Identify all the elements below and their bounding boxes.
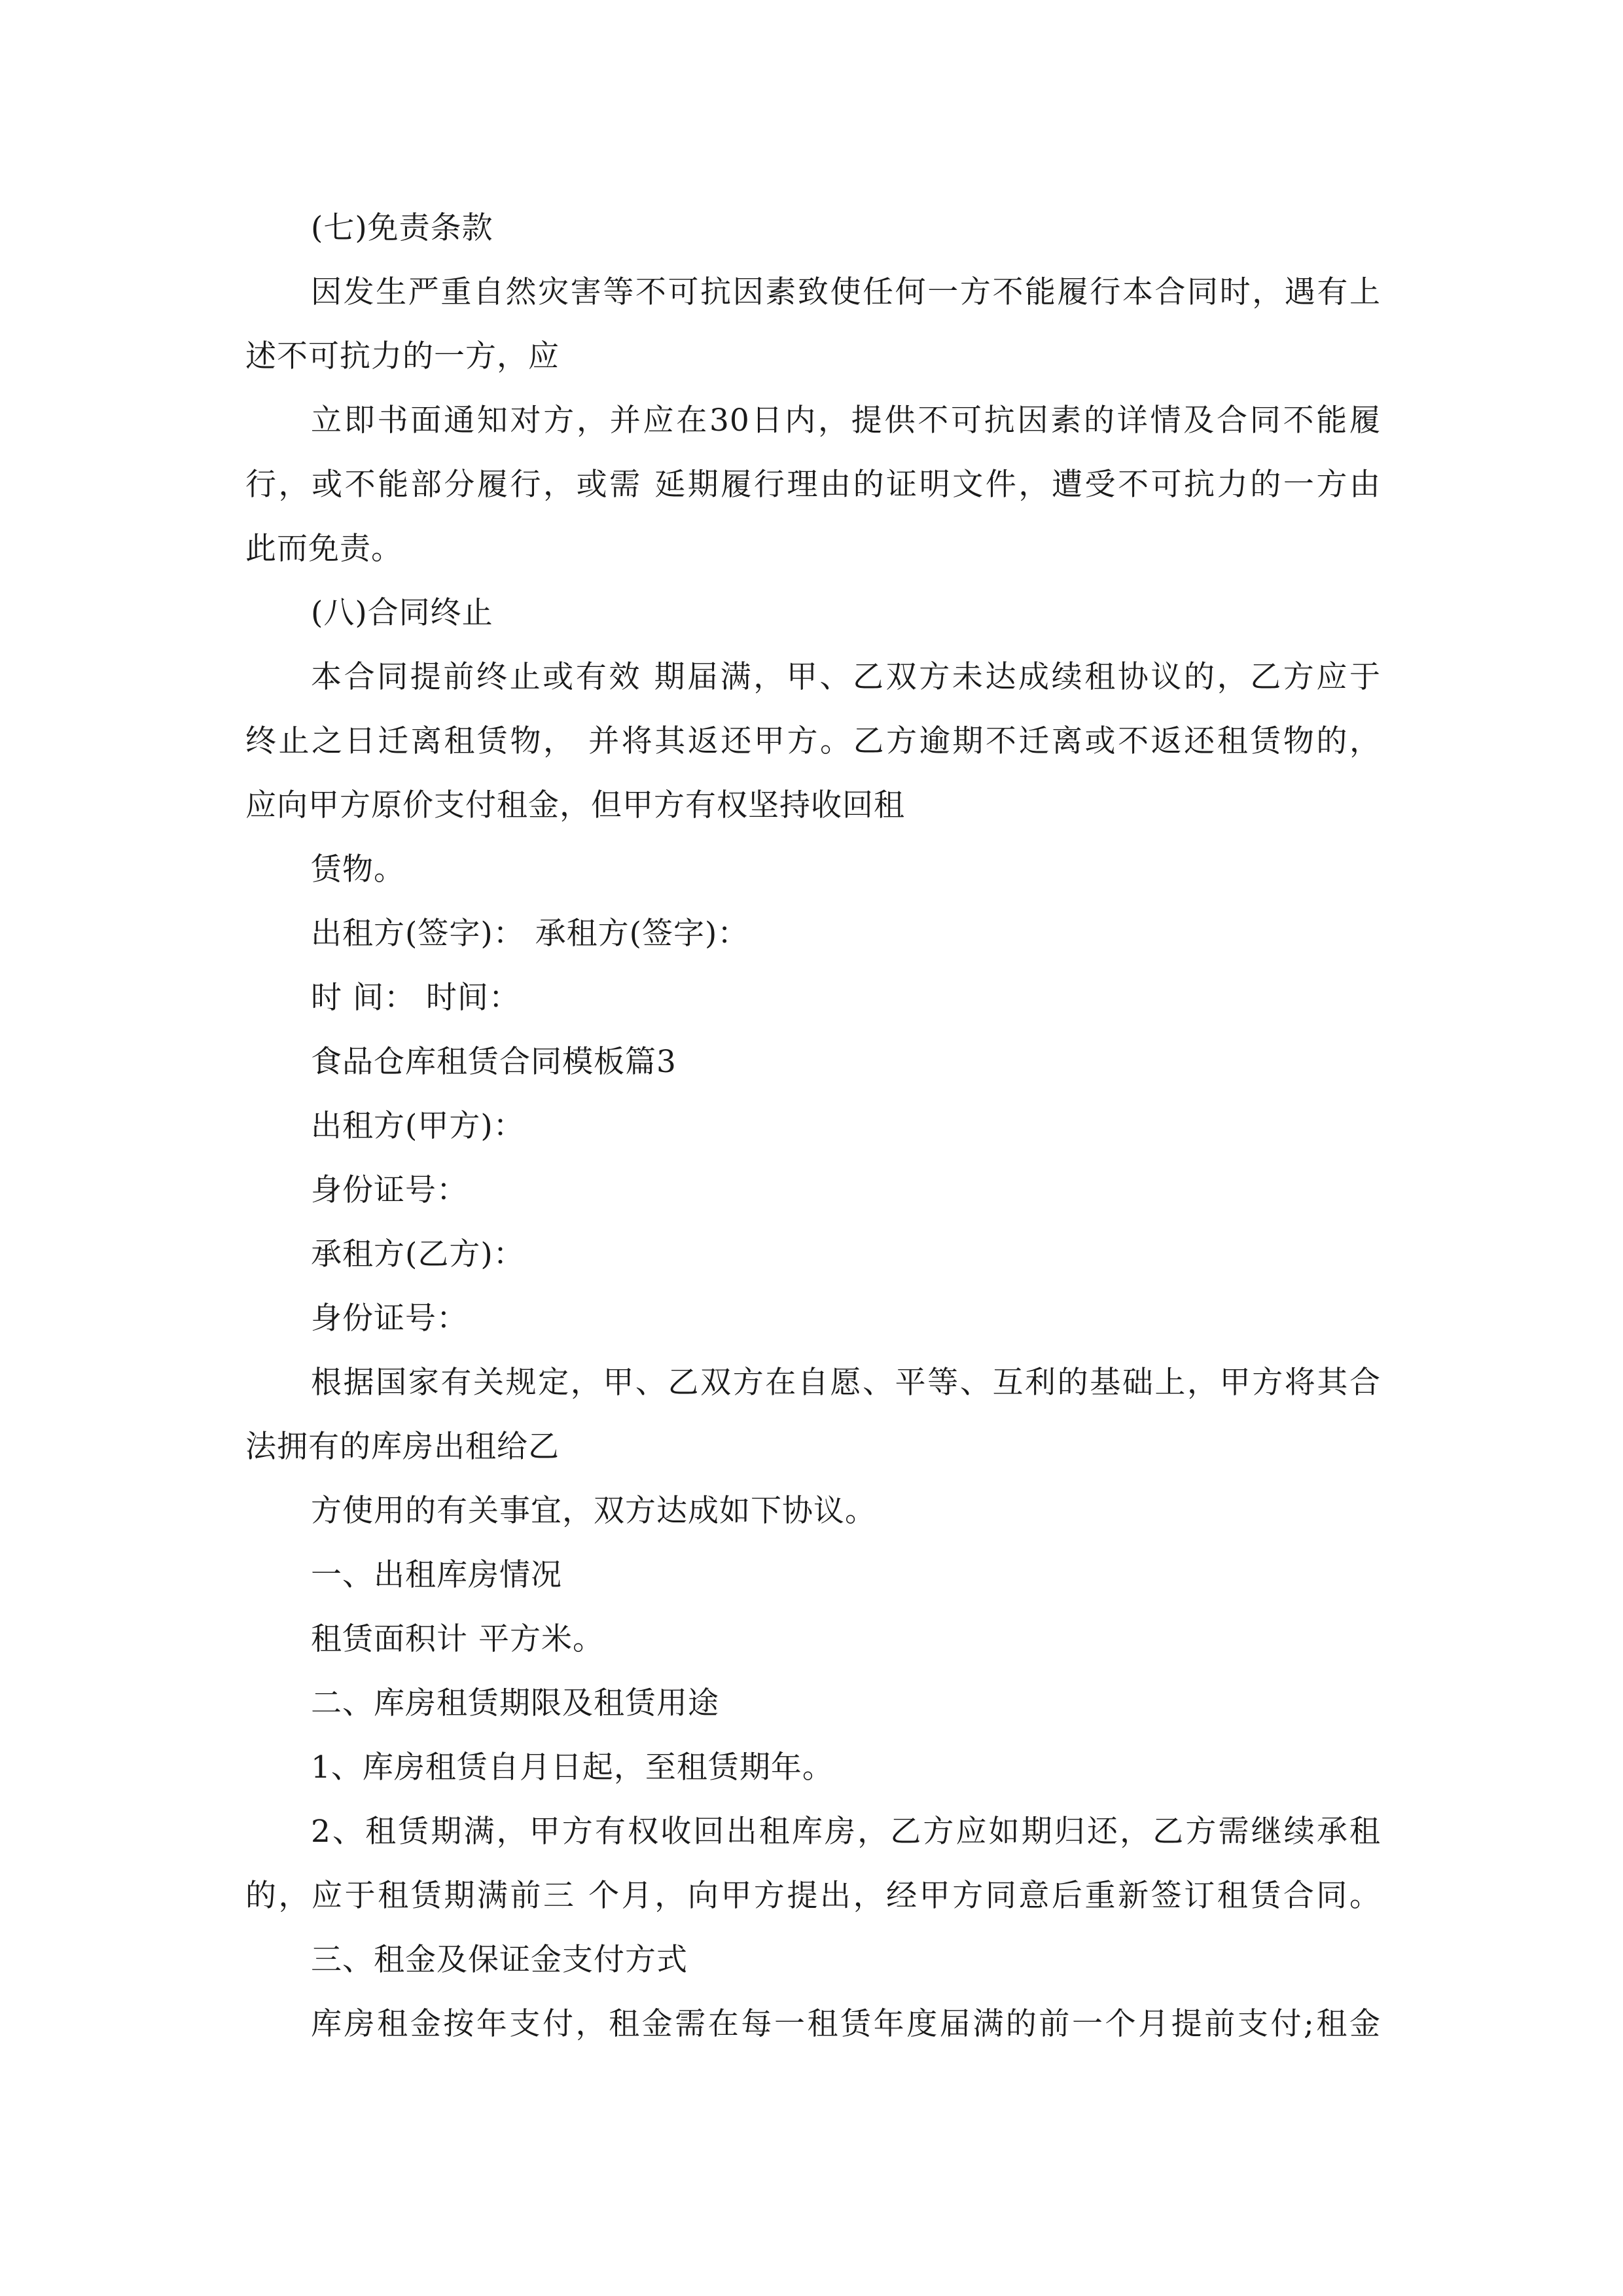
paragraph-line: 法拥有的库房出租给乙 [245, 1429, 560, 1465]
paragraph-line: 2、租赁期满，甲方有权收回出租库房，乙方应如期归还，乙方需继续承租 [311, 1814, 1381, 1850]
paragraph-line: 述不可抗力的一方，应 [245, 338, 560, 374]
document-body [245, 196, 1381, 2056]
section-heading-termination: (八)合同终止 [311, 595, 493, 631]
signature-line: 出租方(签字)： 承租方(签字)： [311, 916, 749, 952]
id-number-line: 身份证号： [311, 1300, 468, 1336]
section-heading-disclaimer: (七)免责条款 [311, 210, 493, 246]
date-line: 时 间： 时间： [311, 980, 520, 1016]
paragraph-line: 根据国家有关规定，甲、乙双方在自愿、平等、互利的基础上，甲方将其合 [311, 1365, 1381, 1401]
lessee-line: 承租方(乙方)： [311, 1236, 525, 1272]
paragraph-line: 赁物。 [311, 852, 405, 888]
paragraph-line: 库房租金按年支付，租金需在每一租赁年度届满的前一个月提前支付;租金 [311, 2006, 1381, 2042]
paragraph-line: 1、库房租赁自月日起，至租赁期年。 [311, 1749, 834, 1785]
paragraph-line: 行，或不能部分履行，或需 延期履行理由的证明文件，遭受不可抗力的一方由 [245, 467, 1381, 503]
section-heading-term: 二、库房租赁期限及租赁用途 [311, 1685, 719, 1721]
lessor-line: 出租方(甲方)： [311, 1108, 525, 1144]
paragraph-line: 立即书面通知对方，并应在30日内，提供不可抗因素的详情及合同不能履 [311, 403, 1381, 439]
contract-title: 食品仓库租赁合同模板篇3 [311, 1044, 677, 1080]
paragraph-line: 此而免责。 [245, 531, 402, 567]
section-heading-warehouse: 一、出租库房情况 [311, 1557, 562, 1593]
id-number-line: 身份证号： [311, 1172, 468, 1208]
paragraph-line: 应向甲方原价支付租金，但甲方有权坚持收回租 [245, 787, 905, 823]
paragraph-line: 因发生严重自然灾害等不可抗因素致使任何一方不能履行本合同时，遇有上 [311, 274, 1381, 310]
paragraph-line: 租赁面积计 平方米。 [311, 1621, 604, 1657]
paragraph-line: 本合同提前终止或有效 期届满，甲、乙双方未达成续租协议的，乙方应于 [311, 659, 1381, 695]
paragraph-line: 终止之日迁离租赁物， 并将其返还甲方。乙方逾期不迁离或不返还租赁物的， [245, 723, 1381, 759]
paragraph-line: 方使用的有关事宜，双方达成如下协议。 [311, 1493, 876, 1529]
paragraph-line: 的，应于租赁期满前三 个月，向甲方提出，经甲方同意后重新签订租赁合同。 [245, 1878, 1381, 1914]
section-heading-payment: 三、租金及保证金支付方式 [311, 1942, 688, 1978]
